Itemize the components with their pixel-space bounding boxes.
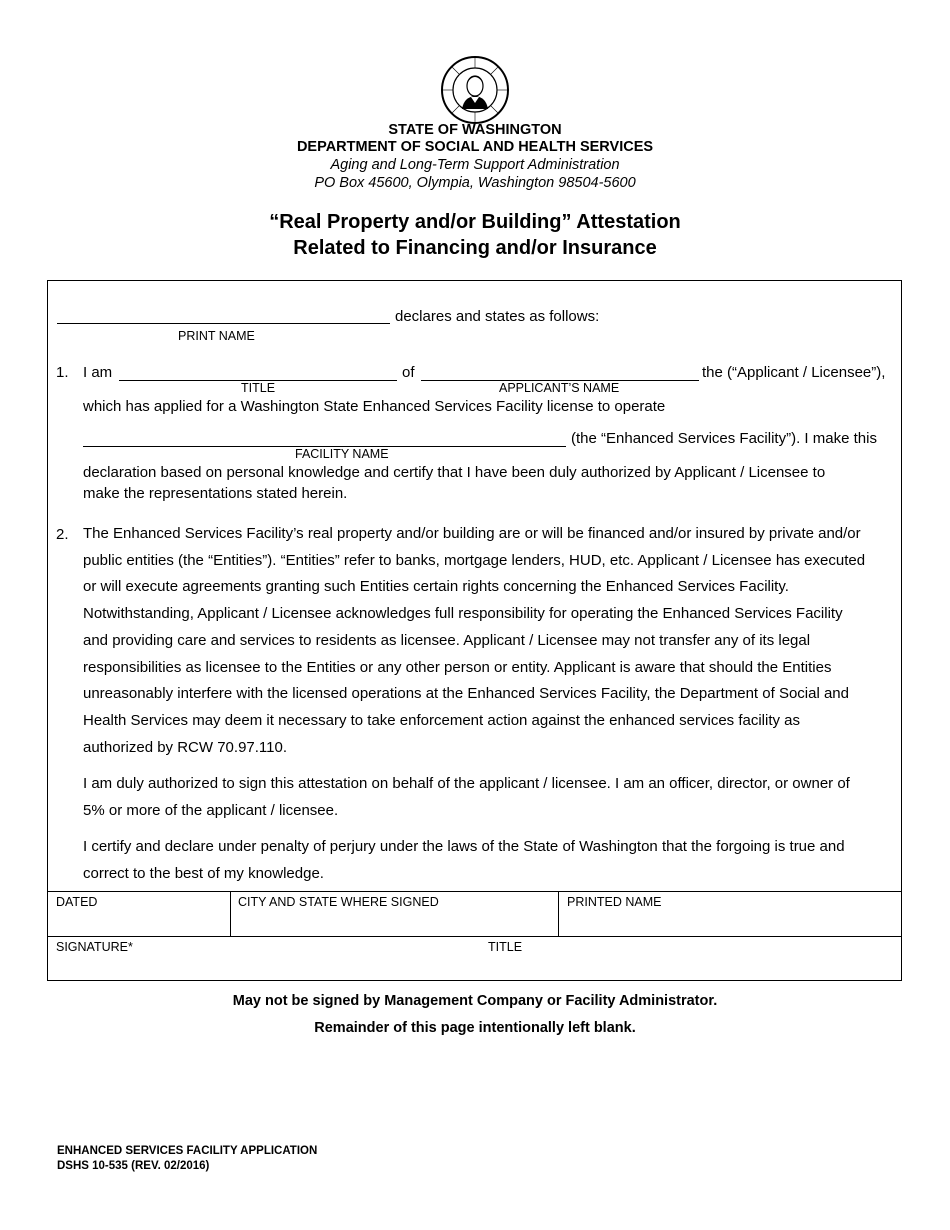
page-title-line1: “Real Property and/or Building” Attestation (269, 211, 681, 233)
item1-number: 1. (56, 364, 69, 381)
item2-line: Health Services may deem it necessary to take enforcement action against the enhanced services facility as (83, 711, 801, 729)
certify-paragraph (83, 834, 898, 887)
declaration-line1: declaration based on personal knowledge and certify that I have been duly authorized by Applicant / Licensee to (83, 464, 826, 481)
authorized-line: 5% or more of the applicant / licensee. (83, 801, 339, 819)
page-title-line2: Related to Financing and/or Insurance (293, 237, 657, 259)
esf-text: (the “Enhanced Services Facility”). I make this (571, 430, 877, 447)
i-am-text: I am (83, 364, 113, 381)
form-name: ENHANCED SERVICES FACILITY APPLICATION (57, 1145, 318, 1157)
signature-cell[interactable]: SIGNATURE* (56, 940, 133, 954)
certify-line: I certify and declare under penalty of perjury under the laws of the State of Washington that the forgoing is true and (83, 838, 845, 855)
declares-text: declares and states as follows: (395, 308, 600, 325)
title-label: TITLE (241, 381, 276, 395)
authorized-line: I am duly authorized to sign this attestation on behalf of the applicant / licensee. I am an officer, director, or owner of (83, 775, 850, 792)
item2-line: or will execute agreements granting such Entities certain rights concerning the Enhanced Services Facility. (83, 578, 789, 596)
city-state-cell[interactable]: CITY AND STATE WHERE SIGNED (238, 895, 439, 909)
print-name-field[interactable] (57, 323, 390, 324)
table-top-border (47, 891, 902, 892)
state-seal-icon (440, 55, 510, 125)
item2-line: responsibilities as licensee to the Entities or any other person or entity. Applicant is aware that should the Entities (83, 658, 832, 676)
item2-line: and providing care and services to residents as licensee. Applicant / Licensee may not transfer any of its legal (83, 631, 811, 649)
applied-text: which has applied for a Washington State Enhanced Services Facility license to operate (83, 398, 666, 415)
state-name: STATE OF WASHINGTON (388, 122, 562, 138)
blank-page-note: Remainder of this page intentionally left blank. (314, 1020, 636, 1036)
form-number: DSHS 10-535 (REV. 02/2016) (57, 1160, 210, 1172)
address: PO Box 45600, Olympia, Washington 98504-5600 (314, 175, 636, 191)
printed-name-cell[interactable]: PRINTED NAME (567, 895, 662, 909)
signer-title-cell[interactable]: TITLE (488, 940, 523, 954)
declaration-line2: make the representations stated herein. (83, 485, 348, 502)
facility-name-label: FACILITY NAME (295, 447, 389, 461)
item2-line: The Enhanced Services Facility’s real property and/or building are or will be financed and/or insured by private and/or (83, 525, 861, 542)
table-divider (230, 891, 231, 936)
print-name-label: PRINT NAME (178, 329, 255, 343)
administration-name: Aging and Long-Term Support Administration (330, 157, 620, 173)
applicant-name-label: APPLICANT’S NAME (499, 381, 620, 395)
department-name: DEPARTMENT OF SOCIAL AND HEALTH SERVICES (296, 139, 654, 155)
item2-paragraph (83, 521, 898, 761)
dated-cell[interactable]: DATED (56, 895, 98, 909)
authorized-paragraph (83, 771, 898, 824)
item2-number: 2. (56, 526, 69, 543)
item2-line: Notwithstanding, Applicant / Licensee acknowledges full responsibility for operating the Enhanced Services Facility (83, 605, 843, 623)
table-middle-border (47, 936, 902, 937)
of-text: of (402, 364, 415, 381)
item2-line: unreasonably interfere with the licensed operations at the Enhanced Services Facility, the Department of Social and (83, 685, 849, 703)
applicant-licensee-text: the (“Applicant / Licensee”), (702, 364, 886, 381)
table-divider (558, 891, 559, 936)
item2-line: authorized by RCW 70.97.110. (83, 738, 288, 756)
item2-line: public entities (the “Entities”). “Entities” refer to banks, mortgage lenders, HUD, etc. Applicant / Licensee has executed (83, 551, 866, 569)
not-signed-note: May not be signed by Management Company or Facility Administrator. (232, 993, 718, 1009)
certify-line: correct to the best of my knowledge. (83, 864, 324, 882)
